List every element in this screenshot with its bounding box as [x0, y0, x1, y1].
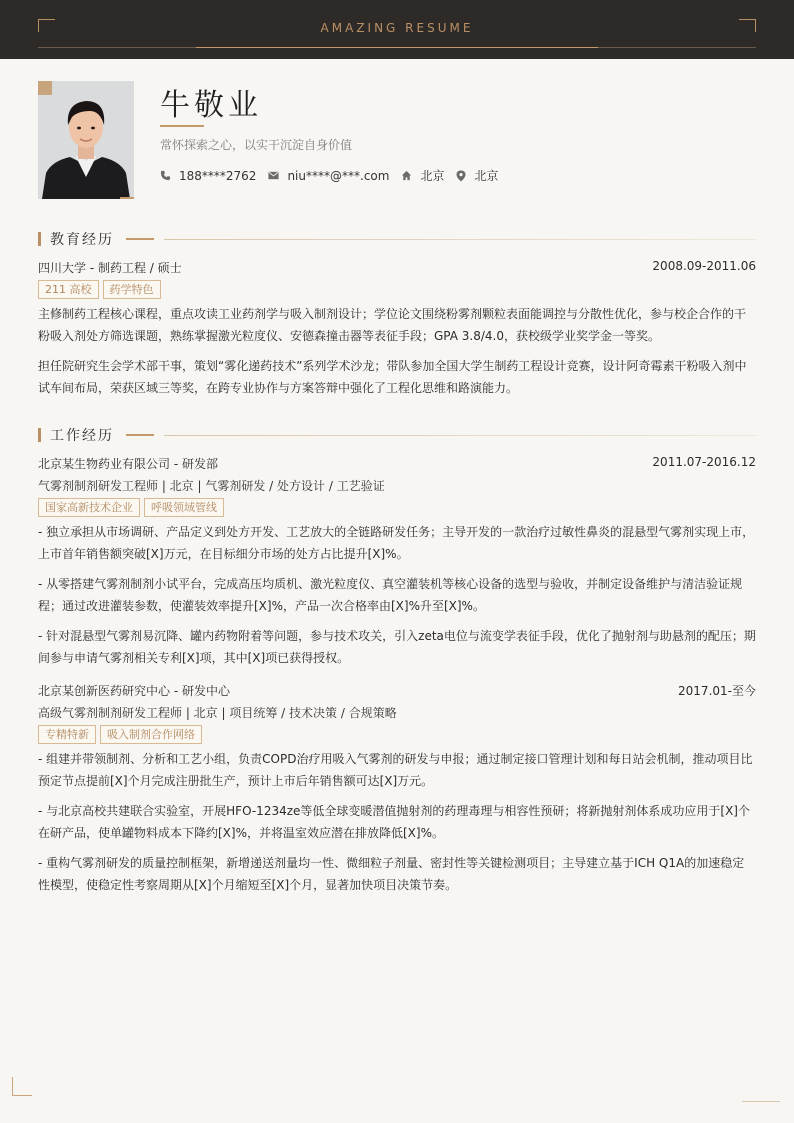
candidate-motto: 常怀探索之心，以实干沉淀自身价值 [160, 138, 353, 152]
work-company: 北京某生物药业有限公司 - 研发部 [38, 457, 218, 471]
contact-home-text: 北京 [420, 169, 445, 183]
work-paragraph: - 独立承担从市场调研、产品定义到处方开发、工艺放大的全链路研发任务；主导开发的一款治疗过敏性鼻炎的混悬型气雾剂实现上市，上市首年销售额突破[X]万元，在目标细分市场的处方占比提升[X]%。 [38, 525, 755, 561]
section-title-work: 工作经历 [50, 428, 114, 444]
section-divider [164, 239, 756, 240]
section-marker [38, 232, 41, 246]
header-divider-accent [196, 47, 598, 48]
section-header-work [38, 427, 114, 443]
education-entry-header [38, 259, 756, 276]
resume-header [0, 0, 794, 59]
tag: 吸入制剂合作网络 [100, 725, 202, 744]
work-tags [38, 725, 206, 744]
section-marker [38, 428, 41, 442]
home-icon [401, 170, 412, 181]
tag: 呼吸领域管线 [144, 498, 224, 517]
contact-home [401, 167, 444, 184]
work-paragraph: - 组建并带领制剂、分析和工艺小组，负责COPD治疗用吸入气雾剂的研发与申报；通过制定接口管理计划和每日站会机制，推动项目比预定节点提前[X]个月完成注册批生产，预计上市后年销售额可达[X]万元。 [38, 752, 753, 788]
work-tags [38, 498, 228, 517]
header-title: AMAZING RESUME [320, 21, 474, 35]
work-date: 2017.01-至今 [678, 684, 756, 698]
name-underline [160, 125, 204, 127]
profile-photo [38, 81, 134, 199]
contact-email-text: niu****@***.com [287, 168, 390, 183]
candidate-name: 牛敬业 [160, 88, 262, 123]
photo-corner-mark [38, 81, 52, 95]
avatar [38, 81, 134, 199]
contact-phone [160, 169, 256, 183]
section-divider [164, 435, 756, 436]
photo-corner-mark [120, 197, 134, 199]
section-accent-rule [126, 434, 154, 436]
work-date: 2011.07-2016.12 [652, 455, 756, 469]
work-paragraph: - 针对混悬型气雾剂易沉降、罐内药物附着等问题，参与技术攻关，引入zeta电位与流变学表征手段，优化了抛射剂与助悬剂的配压；期间参与申请气雾剂相关专利[X]项，其中[X]项已获得授权。 [38, 629, 756, 665]
person-photo-icon [38, 81, 134, 199]
education-tags [38, 280, 165, 299]
work-paragraph: - 从零搭建气雾剂制剂小试平台，完成高压均质机、激光粒度仪、真空灌装机等核心设备的选型与验收，并制定设备维护与清洁验证规程；通过改进灌装参数，使灌装效率提升[X]%，产品一次合格率由[X]%升至[X]%。 [38, 577, 743, 613]
education-school: 四川大学 - 制药工程 / 硕士 [38, 261, 182, 275]
contact-email [268, 169, 389, 183]
work-entry-header [38, 682, 756, 699]
education-paragraph: 担任院研究生会学术部干事，策划“雾化递药技术”系列学术沙龙；带队参加全国大学生制药工程设计竞赛，设计阿奇霉素干粉吸入剂中试车间布局，荣获区域三等奖，在跨专业协作与方案答辩中强化了工程化思维和路演能力。 [38, 359, 747, 395]
tag: 国家高新技术企业 [38, 498, 140, 517]
mail-icon [268, 171, 279, 180]
contact-location [456, 167, 498, 184]
work-role: 高级气雾剂制剂研发工程师 | 北京 | 项目统筹 / 技术决策 / 合规策略 [38, 706, 397, 720]
page-corner-bottom-left [12, 1077, 32, 1096]
tag: 药学特色 [103, 280, 161, 299]
work-paragraph: - 重构气雾剂研发的质量控制框架，新增递送剂量均一性、微细粒子剂量、密封性等关键检测项目；主导建立基于ICH Q1A的加速稳定性模型，使稳定性考察周期从[X]个月缩短至[X]个月，显著加快项目决策节奏。 [38, 856, 745, 892]
contact-info [160, 167, 510, 184]
page-corner-bottom-right [742, 1101, 780, 1102]
education-paragraph: 主修制药工程核心课程，重点攻读工业药剂学与吸入制剂设计；学位论文围绕粉雾剂颗粒表面能调控与分散性优化，参与校企合作的干粉吸入剂处方筛选课题，熟练掌握激光粒度仪、安德森撞击器等表征手段；GPA 3.8/4.0，获校级学业奖学金一等奖。 [38, 307, 747, 343]
work-entry-header [38, 455, 756, 472]
work-paragraph: - 与北京高校共建联合实验室，开展HFO-1234ze等低全球变暖潜值抛射剂的药理毒理与相容性预研；将新抛射剂体系成功应用于[X]个在研产品，使单罐物料成本下降约[X]%，并将温室效应潜在排放降低[X]%。 [38, 804, 750, 840]
tag: 专精特新 [38, 725, 96, 744]
section-accent-rule [126, 238, 154, 240]
work-role: 气雾剂制剂研发工程师 | 北京 | 气雾剂研发 / 处方设计 / 工艺验证 [38, 479, 385, 493]
education-date: 2008.09-2011.06 [652, 259, 756, 273]
tag: 211 高校 [38, 280, 99, 299]
location-icon [456, 170, 466, 182]
contact-phone-text: 188****2762 [179, 168, 257, 183]
phone-icon [160, 170, 171, 181]
section-header-education [38, 231, 114, 247]
section-title-education: 教育经历 [50, 232, 114, 248]
contact-location-text: 北京 [474, 169, 499, 183]
work-company: 北京某创新医药研究中心 - 研发中心 [38, 684, 230, 698]
